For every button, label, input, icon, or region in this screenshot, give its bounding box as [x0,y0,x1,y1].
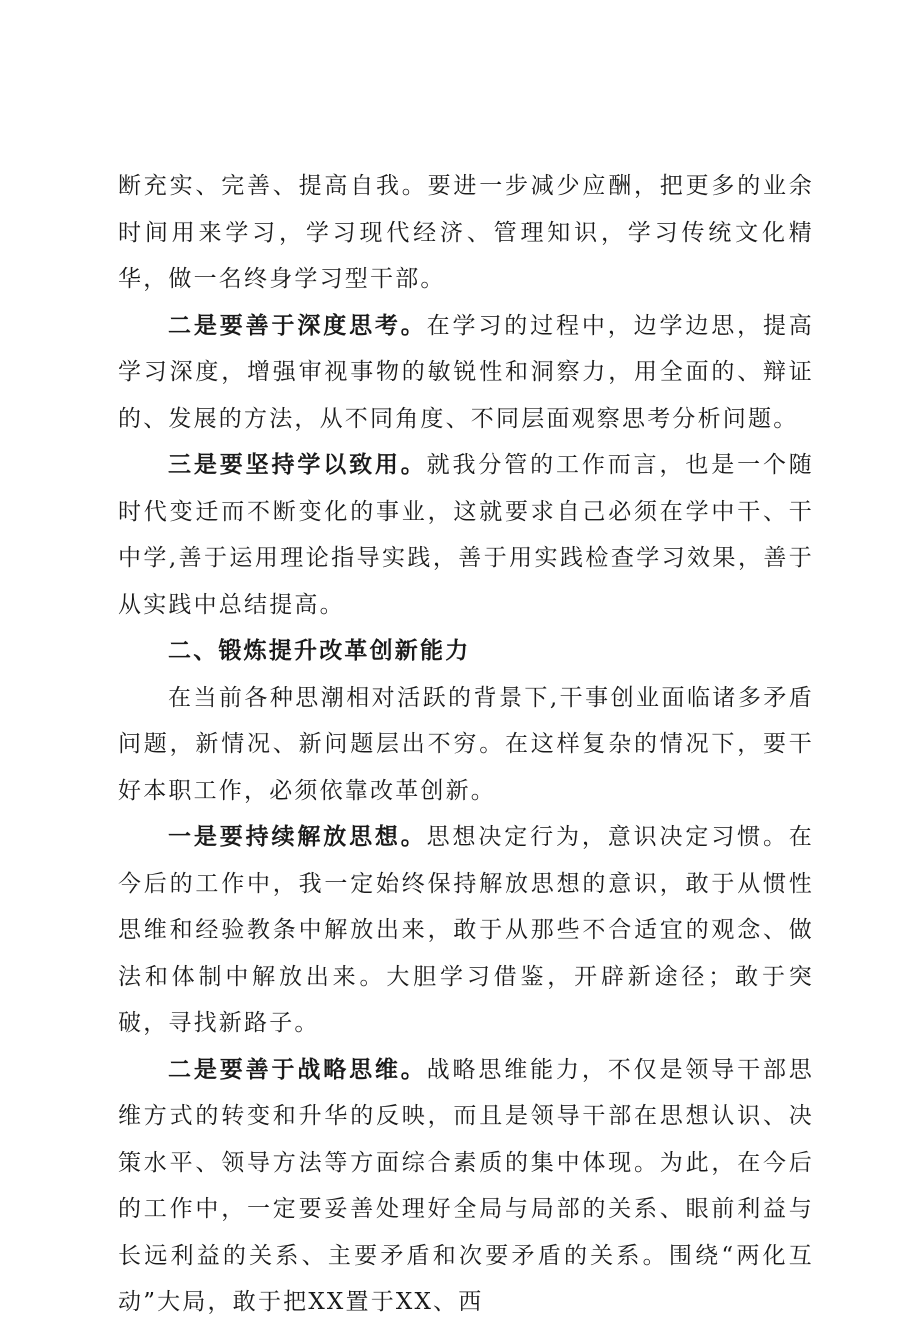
paragraph-lead: 二是要善于深度思考。 [168,311,427,339]
paragraph-apply-learning [118,442,814,628]
paragraph-background [118,675,814,815]
paragraph-text: 就我分管的工作而言，也是一个随时代变迁而不断变化的事业，这就要求自己必须在学中干、干中学,善于运用理论指导实践，善于用实践检查学习效果，善于从实践中总结提高。 [118,452,815,618]
paragraph-strategic-thinking [118,1047,814,1326]
paragraph-text: 思想决定行为，意识决定习惯。在今后的工作中，我一定始终保持解放思想的意识，敢于从惯性思维和经验教条中解放出来，敢于从那些不合适宜的观念、做法和体制中解放出来。大胆学习借鉴，开辟新途径；敢于突破，寻找新路子。 [118,824,815,1036]
paragraph-text: 在当前各种思潮相对活跃的背景下,干事创业面临诸多矛盾问题，新情况、新问题层出不穷。在这样复杂的情况下，要干好本职工作，必须依靠改革创新。 [118,684,814,804]
paragraph-liberate-thinking [118,814,814,1047]
paragraph-lead: 三是要坚持学以致用。 [168,451,427,478]
paragraph-lead: 一是要持续解放思想。 [168,823,427,850]
section-heading: 二、锻炼提升改革创新能力 [168,637,471,664]
paragraph-deep-thinking [118,303,814,443]
paragraph-text: 在学习的过程中，边学边思，提高学习深度，增强审视事物的敏锐性和洞察力，用全面的、辩证的、发展的方法，从不同角度、不同层面观察思考分析问题。 [118,312,815,432]
paragraph-lead: 二是要善于战略思维。 [168,1055,427,1083]
paragraph-text: 断充实、完善、提高自我。要进一步减少应酬，把更多的业余时间用来学习，学习现代经济、管理知识，学习传统文化精华，做一名终身学习型干部。 [118,173,814,292]
paragraph-text: 战略思维能力，不仅是领导干部思维方式的转变和升华的反映，而且是领导干部在思想认识、决策水平、领导方法等方面综合素质的集中体现。为此，在今后的工作中，一定要妥善处理好全局与局部的关系、眼前利益与长远利益的关系、主要矛盾和次要矛盾的关系。围绕“两化互动”大局，敢于把XX置于XX、西 [118,1056,815,1315]
paragraph-continued [118,163,814,303]
document-page [118,163,814,1326]
